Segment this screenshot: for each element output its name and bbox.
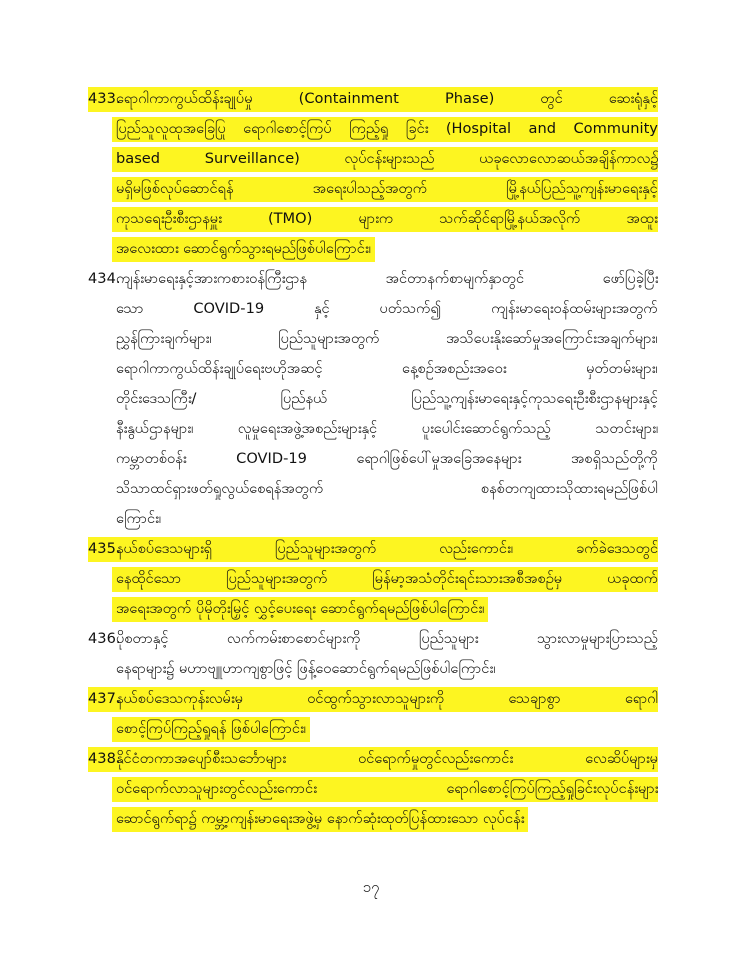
paragraph-number: 437. <box>88 690 121 707</box>
paragraph-line <box>88 804 658 834</box>
paragraph-line <box>88 264 658 294</box>
paragraph-text: တိုင်းဒေသကြီး/ ပြည်နယ် ပြည်သူ့ကျန်းမာရေးနှင့်ကုသရေးဦးစီးဌာနများနှင့် <box>116 390 658 407</box>
paragraph-line <box>88 534 658 564</box>
paragraph-line <box>88 294 658 324</box>
paragraph-line <box>88 234 658 264</box>
paragraph-line <box>88 684 658 714</box>
paragraph-line <box>88 324 658 354</box>
paragraph-line <box>88 204 658 234</box>
paragraph-text: based Surveillance) လုပ်ငန်းများသည် ယခုလောလောဆယ်အချိန်ကာလ၌ <box>116 150 658 167</box>
paragraph-line <box>88 594 658 624</box>
paragraph-text: ကျန်းမာရေးနှင့်အားကစားဝန်ကြီးဌာန အင်တာနက်စာမျက်နှာတွင် ဖော်ပြခဲ့ပြီး <box>116 270 658 287</box>
paragraph-line <box>88 744 658 774</box>
paragraph-text: ကမ္ဘာတစ်ဝန်း COVID-19 ရောဂါဖြစ်ပေါ်မှုအခြေအနေများ အစရှိသည်တို့ကို <box>116 450 658 467</box>
paragraph-434 <box>88 264 658 534</box>
paragraph-line <box>88 474 658 504</box>
paragraph-number: 436. <box>88 630 121 647</box>
paragraph-line <box>88 774 658 804</box>
paragraph-text: ရောဂါကာကွယ်ထိန်းချုပ်ရေးဗဟိုအဆင့် နေ့စဉ်အစည်းအဝေး မှတ်တမ်းများ၊ <box>116 360 658 377</box>
paragraph-text: သော COVID-19 နှင့် ပတ်သက်၍ ကျန်းမာရေးဝန်ထမ်းများအတွက် <box>116 300 658 317</box>
paragraph-436 <box>88 624 658 684</box>
paragraph-line <box>88 504 658 534</box>
paragraph-text: နီးနွယ်ဌာနများ၊ လူမှုရေးအဖွဲ့အစည်းများနှင့် ပူးပေါင်းဆောင်ရွက်သည့် သတင်းများ၊ <box>116 420 658 437</box>
paragraph-text: မရှိမဖြစ်လုပ်ဆောင်ရန် အရေးပါသည့်အတွက် မြို့နယ်ပြည်သူ့ကျန်းမာရေးနှင့် <box>116 180 658 197</box>
paragraph-text: ဆောင်ရွက်ရာ၌ ကမ္ဘာ့ကျန်းမာရေးအဖွဲ့မှ နောက်ဆုံးထုတ်ပြန်ထားသော လုပ်ငန်း <box>116 810 525 827</box>
paragraph-435 <box>88 534 658 624</box>
paragraph-number: 434. <box>88 270 121 287</box>
paragraph-line <box>88 714 658 744</box>
paragraph-line <box>88 624 658 654</box>
paragraph-line <box>88 384 658 414</box>
paragraph-line <box>88 144 658 174</box>
paragraph-text: နယ်စပ်ဒေသကုန်းလမ်းမှ ဝင်ထွက်သွားလာသူများကို သေချာစွာ ရောဂါ <box>116 690 658 707</box>
paragraph-text: နေရာများ၌ မဟာဗျူဟာကျစွာဖြင့် ဖြန့်ဝေဆောင်ရွက်ရမည်ဖြစ်ပါကြောင်း၊ <box>116 660 496 677</box>
paragraph-text: ဝင်ရောက်လာသူများတွင်လည်းကောင်း ရောဂါစောင့်ကြပ်ကြည့်ရှုခြင်းလုပ်ငန်းများ <box>116 780 658 797</box>
paragraph-437 <box>88 684 658 744</box>
paragraph-text: အရေးအတွက် ပိုမိုတိုးမြှင့် လွှင့်ပေးရေး ဆောင်ရွက်ရမည်ဖြစ်ပါကြောင်း၊ <box>116 600 485 617</box>
paragraph-text: ရောဂါကာကွယ်ထိန်းချုပ်မှု (Containment Phase) တွင် ဆေးရုံနှင့် <box>116 90 658 107</box>
paragraph-text: ပိုစတာနှင့် လက်ကမ်းစာစောင်များကို ပြည်သူများ သွားလာမှုများပြားသည့် <box>116 630 658 647</box>
paragraph-line <box>88 414 658 444</box>
paragraph-number: 433. <box>88 90 121 107</box>
paragraph-text: အလေးထား ဆောင်ရွက်သွားရမည်ဖြစ်ပါကြောင်း၊ <box>116 240 371 257</box>
paragraph-line <box>88 114 658 144</box>
paragraph-text: ကုသရေးဦးစီးဌာနမှူး (TMO) များက သက်ဆိုင်ရာမြို့နယ်အလိုက် အထူး <box>116 210 658 227</box>
paragraph-433 <box>88 84 658 264</box>
paragraph-text: ညွှန်ကြားချက်များ၊ ပြည်သူများအတွက် အသိပေးနိုးဆော်မှုအကြောင်းအချက်များ၊ <box>116 330 658 347</box>
paragraph-line <box>88 564 658 594</box>
paragraph-text: ပြည်သူလူထုအခြေပြု ရောဂါစောင့်ကြပ် ကြည့်ရှု ခြင်း (Hospital and Community <box>116 120 658 137</box>
paragraph-text: နိုင်ငံတကာအပျော်စီးသင်္ဘောများ ဝင်ရောက်မှုတွင်လည်းကောင်း လေဆိပ်များမှ <box>116 750 658 767</box>
paragraph-line <box>88 354 658 384</box>
paragraph-text: နယ်စပ်ဒေသများရှိ ပြည်သူများအတွက် လည်းကောင်း၊ ခက်ခဲဒေသတွင် <box>116 540 658 557</box>
paragraph-number: 435. <box>88 540 121 557</box>
paragraph-line <box>88 174 658 204</box>
paragraph-text: စောင့်ကြပ်ကြည့်ရှုရန် ဖြစ်ပါကြောင်း၊ <box>116 720 306 737</box>
paragraph-line <box>88 444 658 474</box>
paragraph-text: သိသာထင်ရှားဖတ်ရှုလွယ်စေရန်အတွက် စနစ်တကျထားသိုထားရမည်ဖြစ်ပါ <box>116 480 658 497</box>
paragraph-text: နေထိုင်သော ပြည်သူများအတွက် မြန်မာ့အသံတိုင်းရင်းသားအစီအစဉ်မှ ယခုထက် <box>116 570 658 587</box>
paragraph-number: 438. <box>88 750 121 767</box>
paragraph-text: ကြောင်း၊ <box>116 510 162 527</box>
paragraph-438 <box>88 744 658 834</box>
paragraph-line <box>88 84 658 114</box>
paragraph-line <box>88 654 658 684</box>
page-number: ၁၇ <box>362 878 380 896</box>
